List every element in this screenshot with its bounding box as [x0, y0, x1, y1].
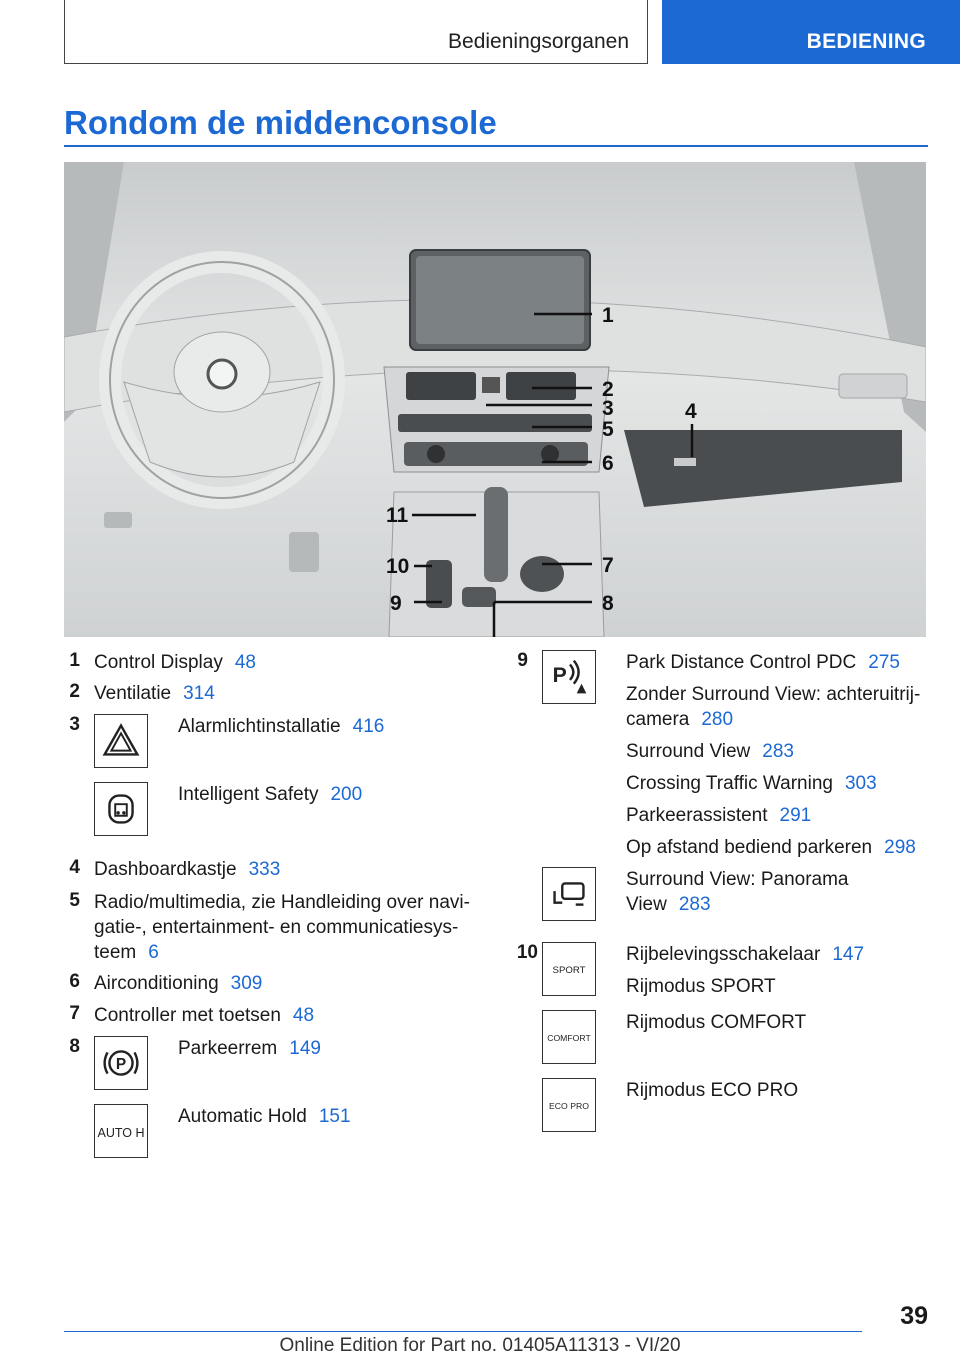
callout-6: 6 — [602, 452, 614, 475]
page-link[interactable]: 48 — [234, 652, 256, 673]
callout-11: 11 — [386, 504, 409, 527]
page-link[interactable]: 147 — [832, 944, 865, 965]
callout-5: 5 — [602, 418, 614, 441]
callout-7: 7 — [602, 554, 614, 577]
dashboard-illustration — [64, 162, 926, 637]
page-link[interactable]: 309 — [230, 973, 263, 994]
item-number: 2 — [69, 681, 80, 702]
callout-1: 1 — [602, 304, 614, 327]
page-title: Rondom de middenconsole — [64, 104, 497, 141]
page-link[interactable]: 6 — [148, 942, 159, 963]
svg-text:ECO PRO: ECO PRO — [549, 1100, 589, 1111]
list-item: Dashboardkastje 333 — [94, 859, 281, 880]
footer-divider — [64, 1331, 862, 1332]
item-number: 4 — [69, 857, 80, 878]
auto-hold-icon — [94, 1104, 148, 1158]
callout-2: 2 — [602, 378, 614, 401]
item-number: 9 — [517, 650, 528, 671]
list-item: Rijmodus ECO PRO — [626, 1080, 799, 1101]
chapter-tab[interactable] — [662, 0, 960, 64]
title-divider — [64, 145, 928, 147]
item-number: 10 — [516, 942, 538, 963]
svg-text:COMFORT: COMFORT — [547, 1032, 591, 1043]
svg-text:AUTO H: AUTO H — [97, 1125, 145, 1140]
section-name: Bedieningsorganen — [448, 30, 629, 53]
list-item: Zonder Surround View: achteruitrij- camera 280 — [626, 684, 921, 730]
list-item: Surround View: Panorama View 283 — [626, 869, 849, 915]
page-link[interactable]: 298 — [884, 837, 916, 858]
item-number: 1 — [69, 650, 80, 671]
item-number: 7 — [69, 1003, 80, 1024]
list-item: Rijbelevingsschakelaar 147 — [626, 944, 865, 965]
svg-text:SPORT: SPORT — [552, 964, 586, 976]
list-item: Controller met toetsen 48 — [94, 1005, 315, 1026]
page-link[interactable]: 314 — [183, 683, 215, 704]
list-item: Automatic Hold 151 — [178, 1106, 351, 1127]
surround-view-panorama-icon — [542, 867, 596, 921]
intelligent-safety-icon — [94, 782, 148, 836]
list-item: Surround View 283 — [626, 741, 794, 762]
svg-text:P: P — [115, 1055, 127, 1073]
list-item: Control Display 48 — [94, 652, 256, 673]
hazard-warning-icon — [94, 714, 148, 768]
park-distance-control-icon — [542, 650, 596, 704]
item-number: 3 — [69, 714, 80, 735]
page-link[interactable]: 283 — [678, 894, 711, 915]
list-item: Parkeerrem 149 — [178, 1038, 321, 1059]
comfort-button-icon — [542, 1010, 596, 1064]
parking-brake-icon — [94, 1036, 148, 1090]
eco-pro-button-icon — [542, 1078, 596, 1132]
list-item: Radio/multimedia, zie Handleiding over navi- gatie-, entertainment- en communicatiesys- teem 6 — [94, 892, 470, 963]
list-item: Ventilatie 314 — [94, 683, 215, 704]
callout-3: 3 — [602, 397, 614, 420]
callout-4: 4 — [685, 400, 697, 423]
page-link[interactable]: 291 — [779, 805, 812, 826]
list-item: Rijmodus COMFORT — [626, 1012, 807, 1033]
page-link[interactable]: 303 — [844, 773, 877, 794]
list-item: Op afstand bediend parkeren 298 — [626, 837, 916, 858]
list-item: Airconditioning 309 — [94, 973, 263, 994]
header-frame — [64, 0, 648, 64]
list-item: Alarmlichtinstallatie 416 — [178, 716, 385, 737]
page-link[interactable]: 333 — [248, 859, 281, 880]
list-item: Rijmodus SPORT — [626, 976, 776, 997]
list-item: Crossing Traffic Warning 303 — [626, 773, 877, 794]
callout-9: 9 — [390, 592, 402, 615]
page-link[interactable]: 280 — [701, 709, 734, 730]
item-number: 5 — [69, 890, 80, 911]
svg-text:P: P — [552, 663, 567, 687]
chapter-label: BEDIENING — [806, 30, 926, 53]
edition-note: Online Edition for Part no. 01405A11313 - VI/20 — [279, 1335, 681, 1356]
page-link[interactable]: 151 — [318, 1106, 351, 1127]
page-link[interactable]: 149 — [289, 1038, 321, 1059]
item-number: 8 — [69, 1036, 80, 1057]
list-item: Intelligent Safety 200 — [178, 784, 363, 805]
page-link[interactable]: 200 — [330, 784, 363, 805]
page-link[interactable]: 275 — [868, 652, 900, 673]
sport-button-icon — [542, 942, 596, 996]
callout-10: 10 — [386, 555, 410, 578]
page-link[interactable]: 48 — [292, 1005, 315, 1026]
item-number: 6 — [69, 971, 80, 992]
page-number: 39 — [900, 1302, 928, 1330]
list-item: Park Distance Control PDC 275 — [626, 652, 900, 673]
callout-8: 8 — [602, 592, 614, 615]
page-link[interactable]: 416 — [352, 716, 385, 737]
list-item: Parkeerassistent 291 — [626, 805, 812, 826]
page-link[interactable]: 283 — [762, 741, 794, 762]
